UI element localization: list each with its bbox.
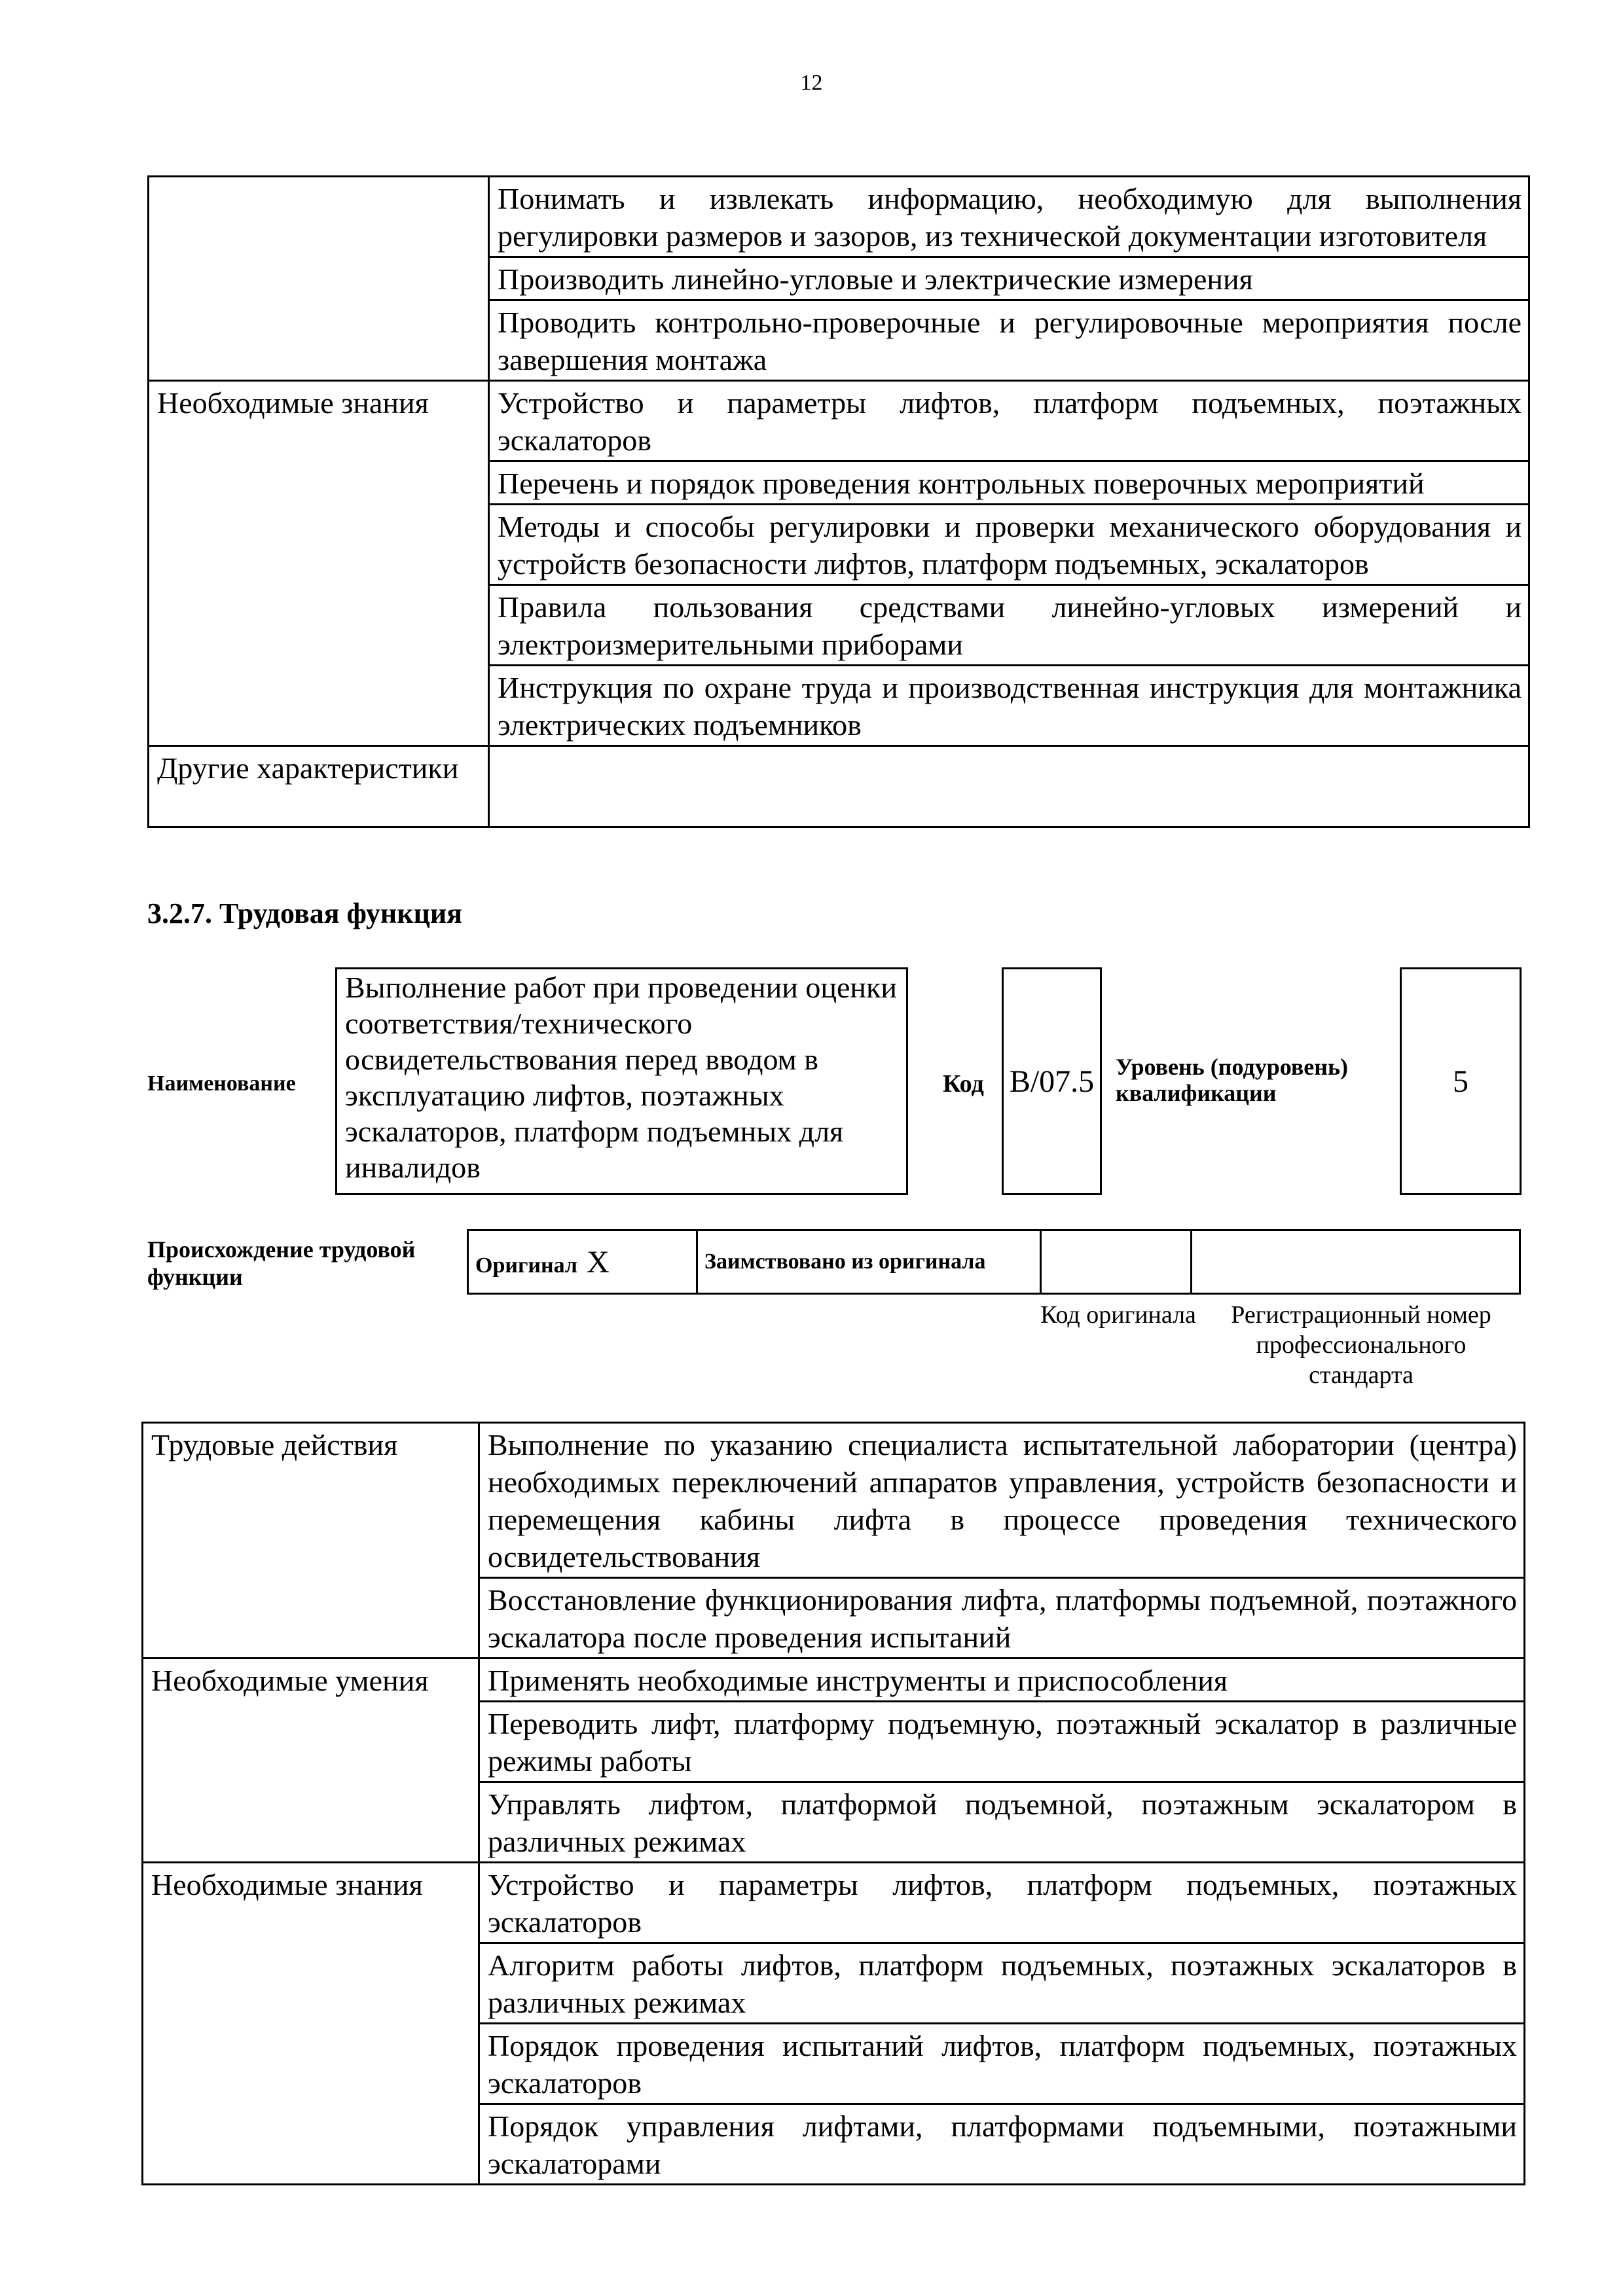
- function-name: Выполнение работ при проведении оценки соответствия/технического освидетельствования перед вводом в эксплуатацию лифтов, поэтажных эскалаторов, платформ подъемных для инвалидов: [345, 971, 897, 1184]
- original-cell: [468, 1230, 697, 1294]
- code-original-caption: Код оригинала: [1040, 1301, 1196, 1329]
- table-cell: Порядок управления лифтами, платформами подъемными, поэтажными эскалаторами: [479, 2104, 1525, 2185]
- original-label: Оригинал: [475, 1253, 577, 1278]
- table-cell: Методы и способы регулировки и проверки механического оборудования и устройств безопасности лифтов, платформ подъемных, эскалаторов: [489, 505, 1529, 585]
- table-row: [468, 1230, 1520, 1294]
- origin-label: Происхождение трудовой функции: [147, 1236, 416, 1290]
- level-box: [1400, 967, 1522, 1195]
- requirements-table-bottom: [141, 1422, 1525, 2185]
- row-label: Необходимые знания: [149, 381, 489, 746]
- table-row: [149, 746, 1529, 827]
- table-cell: Производить линейно-угловые и электрические измерения: [489, 257, 1529, 300]
- table-cell: Применять необходимые инструменты и приспособления: [479, 1659, 1525, 1702]
- borrowed-cell: Заимствовано из оригинала: [697, 1230, 1041, 1294]
- table-cell: Алгоритм работы лифтов, платформ подъемных, поэтажных эскалаторов в различных режимах: [479, 1943, 1525, 2024]
- name-label: Наименование: [147, 1071, 296, 1096]
- reg-number-cell: [1192, 1230, 1520, 1294]
- table-cell: Инструкция по охране труда и производственная инструкция для монтажника электрических подъемников: [489, 666, 1529, 746]
- table-cell: Переводить лифт, платформу подъемную, поэтажный эскалатор в различные режимы работы: [479, 1702, 1525, 1782]
- table-cell: Проводить контрольно-проверочные и регулировочные мероприятия после завершения монтажа: [489, 300, 1529, 381]
- table-row: [143, 1659, 1525, 1702]
- original-mark: X: [586, 1244, 610, 1280]
- table-cell: [489, 746, 1529, 827]
- level-label: Уровень (подуровень) квалификации: [1116, 1054, 1349, 1106]
- origin-table: [467, 1229, 1521, 1295]
- row-label: Другие характеристики: [149, 746, 489, 827]
- table-row: [149, 177, 1529, 257]
- reg-number-caption: Регистрационный номер профессионального стандарта: [1231, 1301, 1491, 1389]
- table-cell: Порядок проведения испытаний лифтов, платформ подъемных, поэтажных эскалаторов: [479, 2024, 1525, 2104]
- table-cell: Устройство и параметры лифтов, платформ подъемных, поэтажных эскалаторов: [479, 1863, 1525, 1943]
- table-cell: Устройство и параметры лифтов, платформ подъемных, поэтажных эскалаторов: [489, 381, 1529, 461]
- table-cell: Управлять лифтом, платформой подъемной, поэтажным эскалатором в различных режимах: [479, 1782, 1525, 1863]
- code-box: [1002, 967, 1102, 1195]
- row-label: Необходимые знания: [143, 1863, 479, 2185]
- table-cell: Восстановление функционирования лифта, платформы подъемной, поэтажного эскалатора после проведения испытаний: [479, 1578, 1525, 1659]
- table-row: [143, 1863, 1525, 1943]
- section-title: 3.2.7. Трудовая функция: [147, 897, 463, 929]
- table-cell: Перечень и порядок проведения контрольных поверочных мероприятий: [489, 461, 1529, 505]
- requirements-table-top: [147, 175, 1530, 828]
- row-label: [149, 177, 489, 381]
- table-cell: Правила пользования средствами линейно-угловых измерений и электроизмерительными приборами: [489, 585, 1529, 666]
- table-cell: Выполнение по указанию специалиста испытательной лаборатории (центра) необходимых переключений аппаратов управления, устройств безопасности и перемещения кабины лифта в процессе проведения технического освидетельствования: [479, 1423, 1525, 1578]
- table-row: [143, 1423, 1525, 1578]
- code-original-cell: [1041, 1230, 1192, 1294]
- table-row: [149, 381, 1529, 461]
- code-label: Код: [943, 1070, 984, 1098]
- code-value: B/07.5: [1009, 1064, 1095, 1099]
- level-value: 5: [1453, 1064, 1468, 1099]
- row-label: Трудовые действия: [143, 1423, 479, 1659]
- function-name-box: [335, 967, 908, 1195]
- table-cell: Понимать и извлекать информацию, необходимую для выполнения регулировки размеров и зазоров, из технической документации изготовителя: [489, 177, 1529, 257]
- page-number: 12: [800, 71, 823, 95]
- row-label: Необходимые умения: [143, 1659, 479, 1863]
